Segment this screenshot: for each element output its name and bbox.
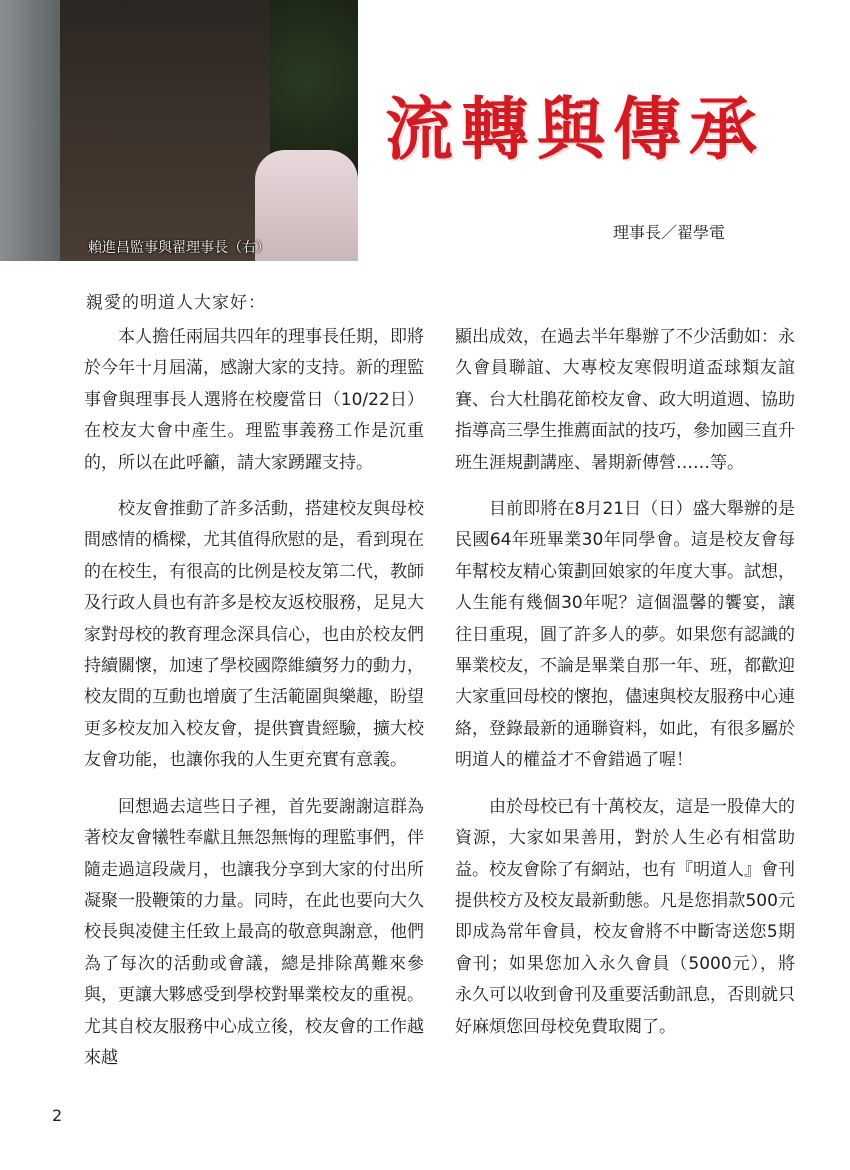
greeting: 親愛的明道人大家好： xyxy=(86,293,266,313)
paragraph: 顯出成效，在過去半年舉辦了不少活動如：永久會員聯誼、大專校友寒假明道盃球類友誼賽、台大杜鵑花節校友會、政大明道週、協助指導高三學生推薦面試的技巧，參加國三直升班生涯規劃講座、暑期新傳營……等。 xyxy=(455,327,795,473)
page-number: 2 xyxy=(52,1106,63,1125)
article-title: 流轉與傳承 xyxy=(385,90,766,170)
photo-caption: 賴進昌監事與翟理事長（右） xyxy=(88,240,270,256)
article-author: 理事長／翟學電 xyxy=(613,223,726,242)
photo-window xyxy=(0,0,60,261)
header-photo xyxy=(0,0,358,261)
left-column xyxy=(84,322,424,1089)
paragraph: 目前即將在8月21日（日）盛大舉辦的是民國64年班畢業30年同學會。這是校友會每年幫校友精心策劃回娘家的年度大事。試想，人生能有幾個30年呢？這個溫馨的饗宴，讓往日重現，圓了許多人的夢。如果您有認識的畢業校友，不論是畢業自那一年、班，都歡迎大家重回母校的懷抱，儘速與校友服務中心連絡，登錄最新的通聯資料，如此，有很多屬於明道人的權益才不會錯過了喔！ xyxy=(455,499,795,771)
paragraph: 由於母校已有十萬校友，這是一股偉大的資源，大家如果善用，對於人生必有相當助益。校友會除了有網站，也有『明道人』會刊提供校方及校友最新動態。凡是您捐款500元即成為常年會員，校友會將不中斷寄送您5期會刊；如果您加入永久會員（5000元），將永久可以收到會刊及重要活動訊息，否則就只好麻煩您回母校免費取閱了。 xyxy=(455,796,795,1037)
paragraph: 校友會推動了許多活動，搭建校友與母校間感情的橋樑，尤其值得欣慰的是，看到現在的在校生，有很高的比例是校友第二代，教師及行政人員也有許多是校友返校服務，足見大家對母校的教育理念深具信心，也由於校友們持續關懷，加速了學校國際維續努力的動力，校友間的互動也增廣了生活範圍與樂趣，盼望更多校友加入校友會，提供寶貴經驗，擴大校友會功能，也讓你我的人生更充實有意義。 xyxy=(84,499,424,771)
paragraph: 本人擔任兩屆共四年的理事長任期，即將於今年十月屆滿，感謝大家的支持。新的理監事會與理事長人選將在校慶當日（10/22日）在校友大會中產生。理監事義務工作是沉重的，所以在此呼籲，請大家踴躍支持。 xyxy=(84,327,424,473)
right-column xyxy=(455,322,795,1058)
paragraph: 回想過去這些日子裡，首先要謝謝這群為著校友會犧牲奉獻且無怨無悔的理監事們，伴隨走過這段歲月，也讓我分享到大家的付出所凝聚一股鞭策的力量。同時，在此也要向大久校長與凌健主任致上最高的敬意與謝意，他們為了每次的活動或會議，總是排除萬難來參與，更讓大夥感受到學校對畢業校友的重視。尤其自校友服務中心成立後，校友會的工作越來越 xyxy=(84,796,424,1068)
